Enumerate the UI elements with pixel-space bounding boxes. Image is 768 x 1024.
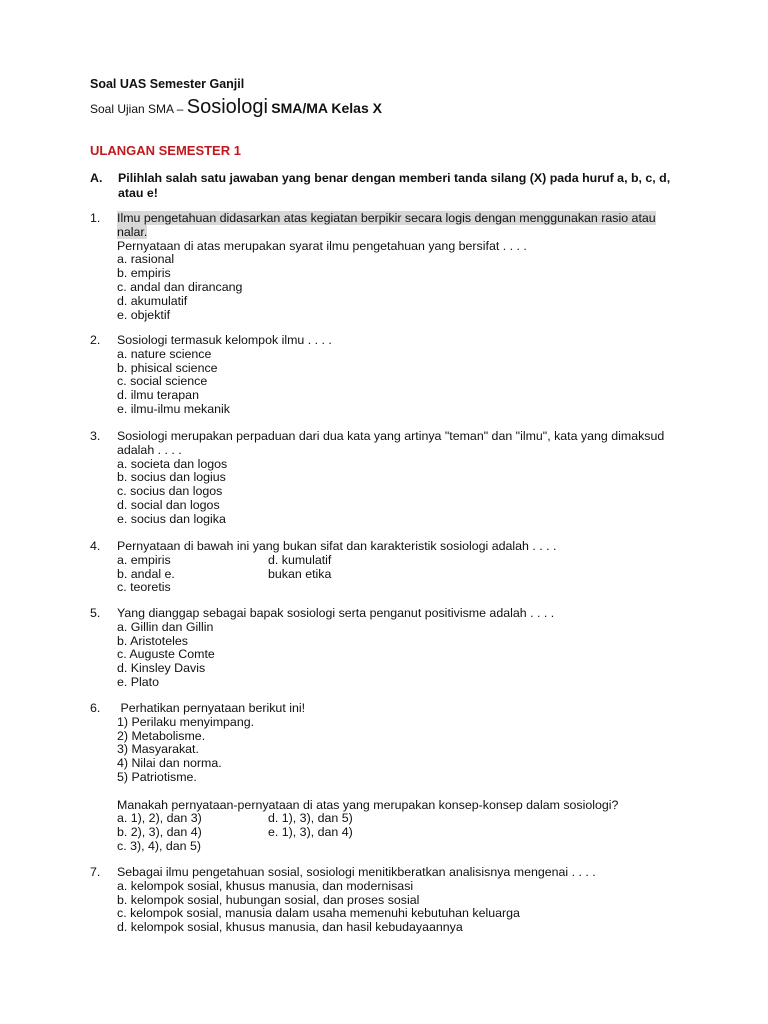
subtitle-prefix: Soal Ujian SMA –: [90, 102, 184, 116]
question-stem: Sosiologi merupakan perpaduan dari dua kata yang artinya "teman" dan "ilmu", kata yang dimaksud adalah . . . .: [117, 429, 665, 457]
option-d: d. 1), 3), dan 5): [268, 811, 353, 826]
question-prompt: Manakah pernyataan-pernyataan di atas yang merupakan konsep-konsep dalam sosiologi?: [117, 797, 619, 812]
question-stem: Yang dianggap sebagai bapak sosiologi serta penganut positivisme adalah . . . .: [117, 606, 555, 620]
option-d: d. kumulatif: [268, 552, 332, 567]
option-b: b. phisical science: [117, 360, 218, 375]
instruction-text: Pilihlah salah satu jawaban yang benar dengan memberi tanda silang (X) pada huruf a, b, c, d, atau e!: [118, 171, 671, 200]
highlighted-statement: Ilmu pengetahuan didasarkan atas kegiatan berpikir secara logis dengan menggunakan rasio atau nalar.: [117, 211, 656, 239]
question-number: 1.: [90, 211, 101, 225]
options-row: [117, 554, 687, 568]
option-a: a. societa dan logos: [117, 456, 228, 471]
option-e: e. ilmu-ilmu mekanik: [117, 401, 230, 416]
option-c: c. social science: [117, 374, 208, 389]
option-a: a. rasional: [117, 252, 175, 267]
subtitle-subject: Sosiologi: [186, 96, 268, 118]
question-number: 7.: [90, 865, 101, 879]
option-d: d. akumulatif: [117, 293, 188, 308]
option-b: b. kelompok sosial, hubungan sosial, dan proses sosial: [117, 892, 420, 907]
question-number: 4.: [90, 539, 101, 553]
options-row: [117, 840, 687, 854]
option-a: a. kelompok sosial, khusus manusia, dan modernisasi: [117, 878, 414, 893]
option-d: d. ilmu terapan: [117, 388, 199, 403]
option-e: bukan etika: [268, 566, 332, 581]
option-b: b. 2), 3), dan 4): [117, 825, 202, 840]
option-e: e. 1), 3), dan 4): [268, 825, 353, 840]
option-c: c. kelompok sosial, manusia dalam usaha memenuhi kebutuhan keluarga: [117, 906, 520, 921]
option-b: b. Aristoteles: [117, 633, 188, 648]
option-a: a. nature science: [117, 346, 212, 361]
option-c: c. 3), 4), dan 5): [117, 838, 202, 853]
question-stem: Perhatikan pernyataan berikut ini!: [117, 701, 306, 715]
statement-item: 5) Patriotisme.: [117, 769, 197, 784]
question-number: 3.: [90, 429, 101, 443]
option-c: c. andal dan dirancang: [117, 279, 243, 294]
option-d: d. social dan logos: [117, 497, 220, 512]
document-subtitle: [90, 96, 382, 119]
question-number: 6.: [90, 701, 101, 715]
option-b: b. andal e.: [117, 566, 175, 581]
options-row: [117, 812, 687, 826]
statement-item: 1) Perilaku menyimpang.: [117, 714, 255, 729]
spacer: [117, 785, 687, 799]
options-row: [117, 568, 687, 582]
subtitle-class: SMA/MA Kelas X: [271, 100, 382, 116]
option-a: a. empiris: [117, 552, 171, 567]
option-a: a. 1), 2), dan 3): [117, 811, 202, 826]
instruction: [90, 171, 680, 203]
options-row: [117, 826, 687, 840]
question-number: 5.: [90, 606, 101, 620]
document-title: Soal UAS Semester Ganjil: [90, 77, 245, 91]
question-stem: Sosiologi termasuk kelompok ilmu . . . .: [117, 333, 332, 347]
question-stem: Pernyataan di bawah ini yang bukan sifat dan karakteristik sosiologi adalah . . . .: [117, 539, 557, 553]
option-a: a. Gillin dan Gillin: [117, 619, 214, 634]
statement-item: 4) Nilai dan norma.: [117, 756, 222, 771]
question-stem: Pernyataan di atas merupakan syarat ilmu pengetahuan yang bersifat . . . .: [117, 238, 527, 253]
option-c: c. socius dan logos: [117, 484, 223, 499]
option-d: d. kelompok sosial, khusus manusia, dan hasil kebudayaannya: [117, 920, 463, 935]
statement-item: 3) Masyarakat.: [117, 742, 199, 757]
option-b: b. socius dan logius: [117, 470, 226, 485]
option-e: e. objektif: [117, 307, 171, 322]
option-c: c. teoretis: [117, 580, 171, 595]
instruction-letter: A.: [90, 171, 103, 185]
question-number: 2.: [90, 333, 101, 347]
statement-item: 2) Metabolisme.: [117, 728, 206, 743]
option-e: e. socius dan logika: [117, 511, 226, 526]
options-row: [117, 581, 687, 595]
option-b: b. empiris: [117, 266, 171, 281]
question-stem: Sebagai ilmu pengetahuan sosial, sosiologi menitikberatkan analisisnya mengenai . . . .: [117, 865, 596, 879]
option-c: c. Auguste Comte: [117, 647, 215, 662]
option-e: e. Plato: [117, 674, 160, 689]
option-d: d. Kinsley Davis: [117, 661, 206, 676]
section-heading: ULANGAN SEMESTER 1: [90, 143, 241, 158]
